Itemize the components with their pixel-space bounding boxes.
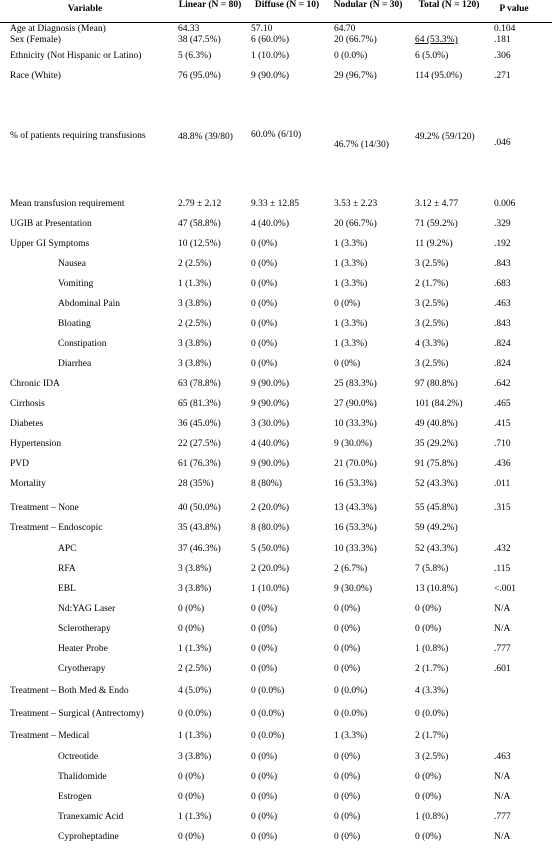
table-cell: 1 (0.8%) <box>415 812 449 822</box>
table-cell: 40 (50.0%) <box>178 503 221 513</box>
table-cell: 0 (0%) <box>251 299 278 309</box>
table-cell: 0 (0%) <box>251 604 278 614</box>
table-cell: 3 (3.8%) <box>178 359 212 369</box>
table-cell: 0.104 <box>494 24 516 34</box>
table-cell: 1 (3.3%) <box>334 731 368 741</box>
table-cell: 0 (0%) <box>178 792 205 802</box>
row-label: Nausea <box>58 259 86 269</box>
table-cell: 2 (1.7%) <box>415 664 449 674</box>
table-cell: 4 (40.0%) <box>251 219 289 229</box>
table-cell: 0 (0.0%) <box>334 51 368 61</box>
table-cell: 4 (3.3%) <box>415 686 449 696</box>
table-cell: 36 (45.0%) <box>178 419 221 429</box>
table-cell: 9 (90.0%) <box>251 379 289 389</box>
table-cell: 10 (12.5%) <box>178 239 221 249</box>
table-cell: 9 (90.0%) <box>251 71 289 81</box>
table-cell: 2 (20.0%) <box>251 564 289 574</box>
table-cell: 3 (3.8%) <box>178 339 212 349</box>
table-cell: 10 (33.3%) <box>334 419 377 429</box>
table-cell: 0 (0%) <box>415 792 442 802</box>
row-label: Race (White) <box>10 71 61 81</box>
table-cell: .192 <box>494 239 511 249</box>
table-cell: 0 (0%) <box>251 792 278 802</box>
row-label: Thalidomide <box>58 772 107 782</box>
table-cell: 0 (0%) <box>251 664 278 674</box>
table-cell: N/A <box>494 792 511 802</box>
table-cell: 0 (0%) <box>334 792 361 802</box>
table-cell: 6 (5.0%) <box>415 51 449 61</box>
table-cell: 0 (0%) <box>334 772 361 782</box>
table-cell: .306 <box>494 51 511 61</box>
table-cell: 0 (0.0%) <box>178 709 212 719</box>
table-cell: 1 (1.3%) <box>178 279 212 289</box>
table-cell: 0 (0%) <box>251 624 278 634</box>
row-label: Treatment – None <box>10 503 79 513</box>
table-cell: .601 <box>494 664 511 674</box>
table-cell: .683 <box>494 279 511 289</box>
table-cell: 7 (5.8%) <box>415 564 449 574</box>
table-cell: 52 (43.3%) <box>415 544 458 554</box>
table-cell: .843 <box>494 259 511 269</box>
table-cell: 8 (80.0%) <box>251 523 289 533</box>
table-cell: .329 <box>494 219 511 229</box>
row-label: Vomiting <box>58 279 94 289</box>
table-cell: 21 (70.0%) <box>334 459 377 469</box>
row-label: Cirrhosis <box>10 399 45 409</box>
table-cell: 1 (1.3%) <box>178 731 212 741</box>
table-cell: 97 (80.8%) <box>415 379 458 389</box>
table-cell: 9 (30.0%) <box>334 584 372 594</box>
row-label: Hypertension <box>10 439 62 449</box>
row-label: Bloating <box>58 319 91 329</box>
row-label: Chronic IDA <box>10 379 60 389</box>
table-cell: 1 (3.3%) <box>334 339 368 349</box>
table-cell: 48.8% (39/80) <box>178 132 233 142</box>
table-cell: 22 (27.5%) <box>178 439 221 449</box>
table-cell: 9 (90.0%) <box>251 459 289 469</box>
table-cell: 0 (0%) <box>334 812 361 822</box>
table-cell: 1 (3.3%) <box>334 239 368 249</box>
table-cell: .315 <box>494 503 511 513</box>
table-cell: 0 (0.0%) <box>334 709 368 719</box>
table-cell: .046 <box>494 138 511 148</box>
table-cell: 1 (10.0%) <box>251 51 289 61</box>
table-cell: .465 <box>494 399 511 409</box>
table-cell: 25 (83.3%) <box>334 379 377 389</box>
table-cell: 8 (80%) <box>251 479 282 489</box>
table-cell: 3 (3.8%) <box>178 752 212 762</box>
table-cell: 0 (0%) <box>334 752 361 762</box>
header-p-value: P value <box>499 4 529 14</box>
table-cell: 2 (2.5%) <box>178 259 212 269</box>
table-cell: 5 (50.0%) <box>251 544 289 554</box>
header-diffuse: Diffuse (N = 10) <box>254 0 320 10</box>
table-cell: 61 (76.3%) <box>178 459 221 469</box>
table-cell: 0 (0%) <box>251 319 278 329</box>
row-label: Octreotide <box>58 752 99 762</box>
table-cell: 1 (3.3%) <box>334 319 368 329</box>
table-cell: 64 (53.3%) <box>415 35 458 45</box>
row-label: APC <box>58 544 77 554</box>
table-cell: 91 (75.8%) <box>415 459 458 469</box>
table-cell: 2 (2.5%) <box>178 664 212 674</box>
header-variable: Variable <box>67 4 103 14</box>
table-cell: .436 <box>494 459 511 469</box>
row-label: Treatment – Surgical (Antrectomy) <box>10 709 144 719</box>
row-label: Estrogen <box>58 792 92 802</box>
table-cell: 4 (3.3%) <box>415 339 449 349</box>
table-cell: 20 (66.7%) <box>334 35 377 45</box>
row-label: Diabetes <box>10 419 44 429</box>
table-cell: 0 (0%) <box>251 832 278 842</box>
table-cell: 2 (6.7%) <box>334 564 368 574</box>
table-cell: 0 (0%) <box>251 812 278 822</box>
table-cell: 1 (1.3%) <box>178 812 212 822</box>
table-cell: 47 (58.8%) <box>178 219 221 229</box>
table-cell: 1 (3.3%) <box>334 259 368 269</box>
table-cell: 16 (53.3%) <box>334 479 377 489</box>
table-cell: 1 (3.3%) <box>334 279 368 289</box>
table-cell: 6 (60.0%) <box>251 35 289 45</box>
table-cell: 9.33 ± 12.85 <box>251 199 299 209</box>
row-label: Cyproheptadine <box>58 832 119 842</box>
table-cell: 10 (33.3%) <box>334 544 377 554</box>
table-cell: N/A <box>494 624 511 634</box>
table-cell: 3 (2.5%) <box>415 299 449 309</box>
table-cell: 35 (43.8%) <box>178 523 221 533</box>
table-cell: 0 (0%) <box>334 604 361 614</box>
table-cell: .115 <box>494 564 511 574</box>
table-cell: 5 (6.3%) <box>178 51 212 61</box>
header-total: Total (N = 120) <box>418 0 480 10</box>
table-cell: 49 (40.8%) <box>415 419 458 429</box>
table-cell: .271 <box>494 71 511 81</box>
table-cell: .777 <box>494 644 511 654</box>
row-label: EBL <box>58 584 76 594</box>
table-cell: 0 (0%) <box>178 832 205 842</box>
row-label: RFA <box>58 564 76 574</box>
table-cell: 38 (47.5%) <box>178 35 221 45</box>
table-cell: 37 (46.3%) <box>178 544 221 554</box>
table-cell: 9 (90.0%) <box>251 399 289 409</box>
table-cell: 57.10 <box>251 24 273 34</box>
table-cell: 2 (20.0%) <box>251 503 289 513</box>
table-cell: 0 (0%) <box>334 832 361 842</box>
table-cell: .824 <box>494 339 511 349</box>
row-label: Ethnicity (Not Hispanic or Latino) <box>10 51 142 61</box>
table-cell: 0 (0%) <box>251 772 278 782</box>
table-cell: 0 (0.0%) <box>251 709 285 719</box>
table-cell: .777 <box>494 812 511 822</box>
row-label: Diarrhea <box>58 359 92 369</box>
row-label: Mortality <box>10 479 46 489</box>
table-cell: .432 <box>494 544 511 554</box>
table-cell: 0 (0%) <box>415 624 442 634</box>
table-cell: 0 (0.0%) <box>251 686 285 696</box>
table-cell: 63 (78.8%) <box>178 379 221 389</box>
table-cell: 3 (2.5%) <box>415 319 449 329</box>
table-cell: 0 (0.0%) <box>415 709 449 719</box>
table-cell: 1 (1.3%) <box>178 644 212 654</box>
table-cell: 2 (2.5%) <box>178 319 212 329</box>
table-cell: 11 (9.2%) <box>415 239 453 249</box>
table-cell: 0 (0%) <box>334 359 361 369</box>
table-cell: 1 (10.0%) <box>251 584 289 594</box>
table-cell: .824 <box>494 359 511 369</box>
table-cell: <.001 <box>494 584 516 594</box>
table-cell: 0.006 <box>494 199 516 209</box>
row-label: % of patients requiring transfusions <box>10 131 146 141</box>
table-cell: 0 (0%) <box>251 359 278 369</box>
table-cell: N/A <box>494 604 511 614</box>
table-cell: 3.53 ± 2.23 <box>334 199 378 209</box>
table-cell: N/A <box>494 772 511 782</box>
table-cell: .710 <box>494 439 511 449</box>
table-cell: 0 (0%) <box>334 624 361 634</box>
table-cell: 55 (45.8%) <box>415 503 458 513</box>
row-label: Treatment – Medical <box>10 731 90 741</box>
table-cell: 76 (95.0%) <box>178 71 221 81</box>
table-cell: .415 <box>494 419 511 429</box>
table-cell: 0 (0%) <box>334 299 361 309</box>
table-cell: 35 (29.2%) <box>415 439 458 449</box>
table-cell: 59 (49.2%) <box>415 523 458 533</box>
table-cell: 65 (81.3%) <box>178 399 221 409</box>
table-cell: 64.70 <box>334 24 356 34</box>
table-cell: 2 (1.7%) <box>415 731 449 741</box>
table-cell: 0 (0%) <box>251 644 278 654</box>
table-cell: .463 <box>494 299 511 309</box>
table-cell: 114 (95.0%) <box>415 71 463 81</box>
table-cell: 64.33 <box>178 24 200 34</box>
table-cell: 1 (0.8%) <box>415 644 449 654</box>
table-cell: 3 (3.8%) <box>178 299 212 309</box>
row-label: Abdominal Pain <box>58 299 121 309</box>
table-cell: 3.12 ± 4.77 <box>415 199 459 209</box>
row-label: Upper GI Symptoms <box>10 239 90 249</box>
row-label: Nd:YAG Laser <box>58 604 116 614</box>
table-cell: 13 (10.8%) <box>415 584 458 594</box>
table-cell: 0 (0%) <box>251 339 278 349</box>
table-cell: N/A <box>494 832 511 842</box>
table-cell: 13 (43.3%) <box>334 503 377 513</box>
table-cell: 28 (35%) <box>178 479 214 489</box>
table-cell: .181 <box>494 35 511 45</box>
table-cell: 3 (3.8%) <box>178 584 212 594</box>
table-cell: 4 (40.0%) <box>251 439 289 449</box>
table-cell: 71 (59.2%) <box>415 219 458 229</box>
table-cell: 3 (2.5%) <box>415 259 449 269</box>
table-cell: 0 (0%) <box>178 772 205 782</box>
table-cell: .843 <box>494 319 511 329</box>
table-cell: 3 (3.8%) <box>178 564 212 574</box>
table-cell: 27 (90.0%) <box>334 399 377 409</box>
row-label: Cryotherapy <box>58 664 106 674</box>
table-cell: 2.79 ± 2.12 <box>178 199 222 209</box>
table-cell: 0 (0%) <box>251 239 278 249</box>
table-cell: 0 (0.0%) <box>251 731 285 741</box>
header-nodular: Nodular (N = 30) <box>333 0 403 10</box>
table-cell: 0 (0%) <box>178 624 205 634</box>
table-cell: 0 (0%) <box>251 279 278 289</box>
row-label: Tranexamic Acid <box>58 812 124 822</box>
table-cell: 49.2% (59/120) <box>415 132 475 142</box>
table-cell: 2 (1.7%) <box>415 279 449 289</box>
table-cell: 0 (0%) <box>251 259 278 269</box>
table-cell: 60.0% (6/10) <box>251 130 302 140</box>
table-cell: 0 (0%) <box>178 604 205 614</box>
table-cell: 3 (2.5%) <box>415 359 449 369</box>
row-label: Heater Probe <box>58 644 108 654</box>
table-cell: 4 (5.0%) <box>178 686 212 696</box>
table-cell: 0 (0.0%) <box>334 686 368 696</box>
table-cell: 9 (30.0%) <box>334 439 372 449</box>
table-cell: 0 (0%) <box>334 644 361 654</box>
table-cell: .463 <box>494 752 511 762</box>
row-label: Age at Diagnosis (Mean) <box>10 24 106 34</box>
table-cell: 0 (0%) <box>251 752 278 762</box>
header-linear: Linear (N = 80) <box>178 0 242 10</box>
table-cell: 0 (0%) <box>415 604 442 614</box>
row-label: UGIB at Presentation <box>10 219 92 229</box>
row-label: Treatment – Endoscopic <box>10 523 103 533</box>
table-cell: 0 (0%) <box>415 772 442 782</box>
table-cell: 3 (30.0%) <box>251 419 289 429</box>
table-cell: 29 (96.7%) <box>334 71 377 81</box>
row-label: Sclerotherapy <box>58 624 111 634</box>
table-cell: .642 <box>494 379 511 389</box>
header-rule <box>0 22 552 23</box>
table-cell: 0 (0%) <box>415 832 442 842</box>
table-cell: 52 (43.3%) <box>415 479 458 489</box>
row-label: PVD <box>10 459 30 469</box>
table-cell: 20 (66.7%) <box>334 219 377 229</box>
row-label: Mean transfusion requirement <box>10 199 125 209</box>
row-label: Sex (Female) <box>10 35 61 45</box>
table-cell: 46.7% (14/30) <box>334 140 389 150</box>
table-cell: 101 (84.2%) <box>415 399 463 409</box>
table-cell: .011 <box>494 479 511 489</box>
table-cell: 0 (0%) <box>334 664 361 674</box>
table-cell: 16 (53.3%) <box>334 523 377 533</box>
table-cell: 3 (2.5%) <box>415 752 449 762</box>
row-label: Treatment – Both Med & Endo <box>10 686 129 696</box>
row-label: Constipation <box>58 339 107 349</box>
